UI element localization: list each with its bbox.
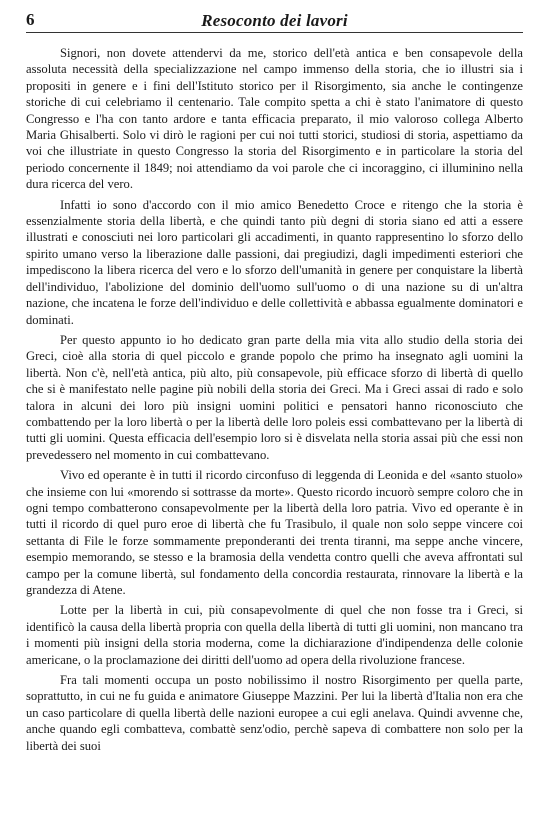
paragraph-4: Vivo ed operante è in tutti il ricordo circonfuso di leggenda di Leonida e del «santo stuolo» che insieme con lui «morendo si sottrasse da morte». Questo ricordo incuorò sempre coloro che in ogni tempo combatterono consapevolmente per la libertà della loro patria. Vivo ed operante è in tutti il ricordo di quel puro eroe di libertà che fu Trasibulo, il quale non solo seppe vincere coi settanta di File le forze sommamente preponderanti dei trenta tiranni, ma seppe anche vincere, esempio memorando, se stesso e la bramosia della vendetta contro quelli che aveva affrontati sul campo per la comune libertà, sul fondamento della concordia restaurata, rinnovare la libertà e la grandezza di Atene. [26, 468, 523, 597]
page-number: 6 [26, 10, 35, 29]
paragraph-1: Signori, non dovete attendervi da me, storico dell'età antica e ben consapevole della assoluta necessità della specializzazione nel campo immenso della storia, che io illustri sia i propositi in genere e i fini dell'Istituto storico per il Risorgimento, sia anche le contingenze storiche di cui celebriamo il centenario. Tale compito spetta a chi è stato l'animatore di questo Congresso e l'ha con tanto ardore e tanta efficacia preparato, il mio valoroso collega Alberto Maria Ghisalberti. Solo vi dirò le ragioni per cui noi tutti storici, studiosi di storia, aspettiamo da voi che illustriate in questo Congresso la storia del Risorgimento e in particolare la storia del periodo concernente il 1849; noi attendiamo da voi parole che ci incoraggino, ci illuminino nella dura ricerca del vero. [26, 46, 523, 192]
paragraph-3: Per questo appunto io ho dedicato gran parte della mia vita allo studio della storia dei Greci, cioè alla storia di quel piccolo e grande popolo che primo ha insegnato agli uomini la libertà. Non c'è, nell'età antica, più alto, più consapevole, più efficace sforzo di libertà di quello che si è manifestato nelle pagine più nobili della storia dei Greci. Ma i Greci assai di rado e solo talora in alcuni dei loro più insigni uomini politici e pensatori hanno riconosciuto che combattendo per la loro libertà o per la libertà delle loro poleis essi combattevano per la libertà di tutti gli uomini. Questa efficacia dell'esempio loro si è disvelata nella storia assai più che essi non prevedessero nel momento in cui combattevano. [26, 332, 523, 462]
body-text [26, 45, 523, 754]
running-header [26, 8, 523, 33]
paragraph-2: Infatti io sono d'accordo con il mio amico Benedetto Croce e ritengo che la storia è essenzialmente storia della libertà, e che quindi tanto più degni di storia siano ed atti a essere illustrati e conosciuti nei loro particolari gli accadimenti, in quanto rappresentino lo sforzo dello spirito umano verso la liberazione dalle passioni, dai pregiudizi, dagli impedimenti esteriori che impediscono la libera ricerca del vero e lo sforzo dell'umanità in genere per conquistare la libertà dell'individuo, l'abolizione del dominio dell'uomo sull'uomo o di una nazione su di un'altra nazione, che incatena le forze dell'individuo e delle collettività e abbassa egualmente dominatori e dominati. [26, 197, 523, 327]
header-title: Resoconto dei lavori [201, 11, 348, 30]
paragraph-5: Lotte per la libertà in cui, più consapevolmente di quel che non fosse tra i Greci, si identificò la causa della libertà propria con quella della libertà di tutti gli uomini, non mancano tra i momenti più insigni della storia moderna, come la dichiarazione d'indipendenza delle colonie americane, o la proclamazione dei diritti dell'uomo ad opera della rivoluzione francese. [26, 603, 523, 667]
paragraph-6: Fra tali momenti occupa un posto nobilissimo il nostro Risorgimento per quella parte, soprattutto, in cui ne fu guida e animatore Giuseppe Mazzini. Per lui la libertà d'Italia non era che un caso particolare di quella libertà delle nazioni europee a cui egli anelava. Quindi avvenne che, anche quando egli combatteva, combattè senz'odio, perchè sapeva di combattere non solo per la libertà dei suoi [26, 673, 523, 753]
